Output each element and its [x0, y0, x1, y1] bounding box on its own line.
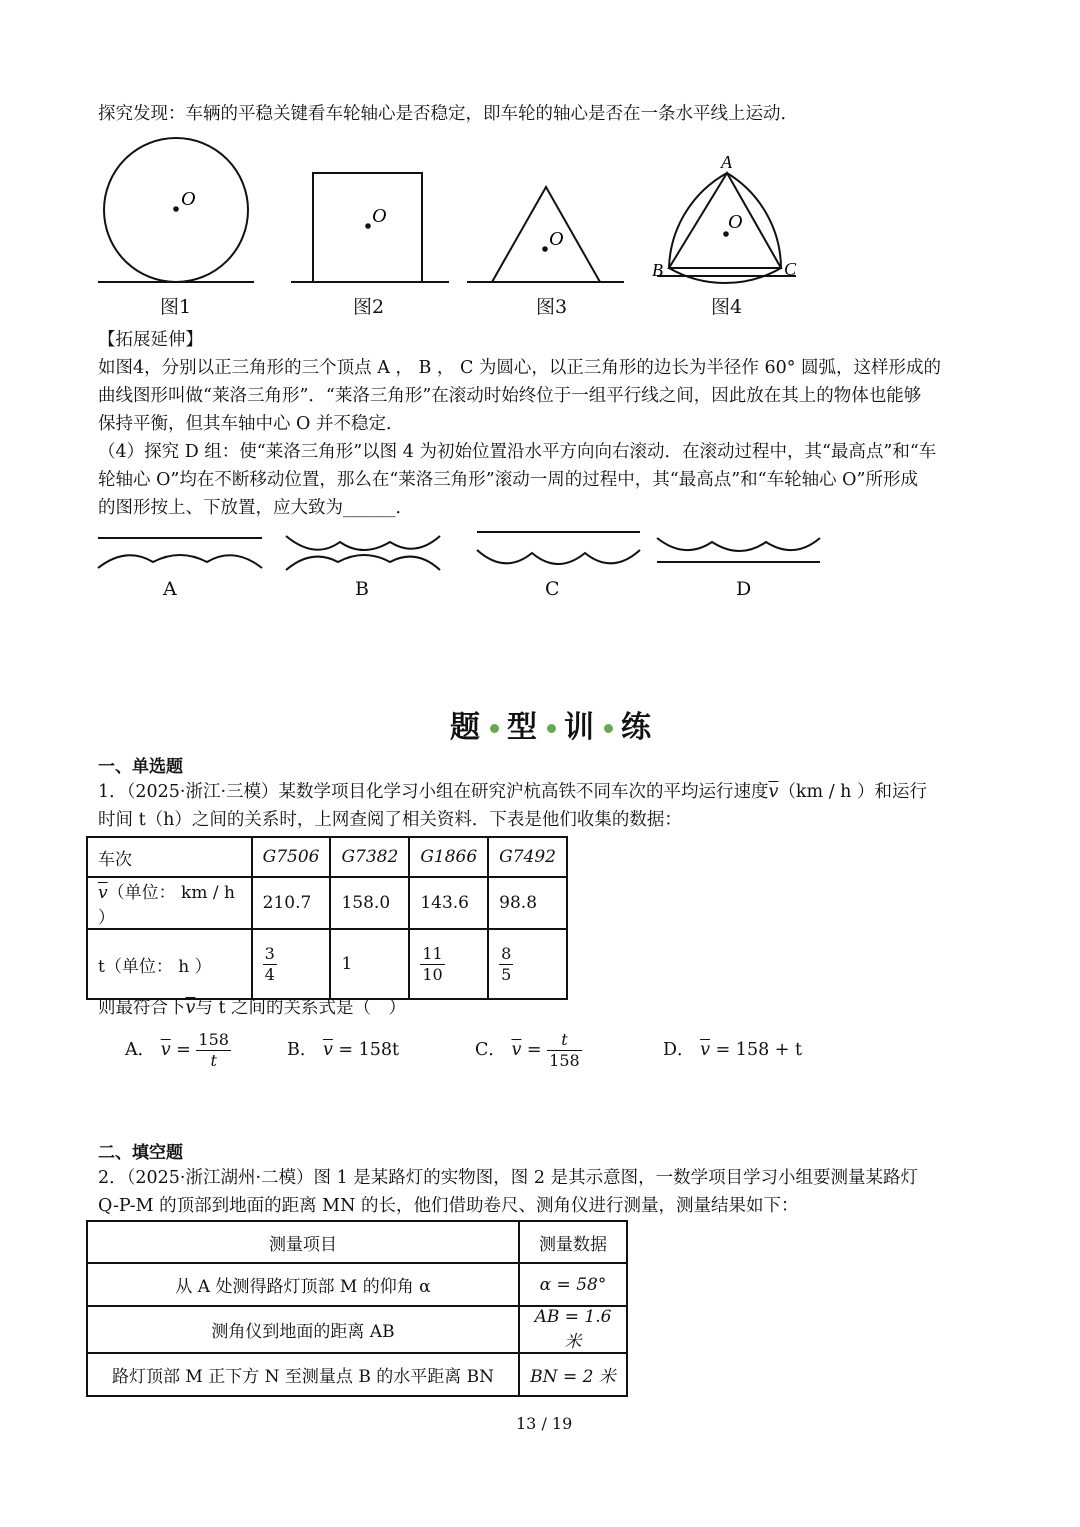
section-title: [450, 702, 653, 746]
table-cell: 从 A 处测得路灯顶部 M 的仰角 α: [87, 1263, 519, 1306]
table-cell-header: 测量项目: [87, 1221, 519, 1263]
part2-heading: 二、填空题: [98, 1143, 183, 1163]
v-symbol: $\overline{v}$: [98, 883, 108, 903]
fig1-center-label: O: [181, 188, 196, 210]
fraction: [263, 944, 277, 985]
table-cell: 路灯顶部 M 正下方 N 至测量点 B 的水平距离 BN: [87, 1353, 519, 1396]
table-cell: 1: [330, 929, 409, 999]
choice-d-lhs: $\overline{v}$: [700, 1040, 710, 1060]
q1-line-1-text: 1．（2025·浙江·三模）某数学项目化学习小组在研究沪杭高铁不同车次的平均运行速度: [98, 782, 769, 802]
table-cell: 测角仪到地面的距离 AB: [87, 1306, 519, 1353]
choice-a-label: A．: [125, 1040, 156, 1060]
fig4-vertex-c: C: [784, 259, 797, 279]
caption-fig3: 图3: [536, 296, 568, 318]
choice-b-lhs: $\overline{v}$: [322, 1040, 333, 1060]
table-cell: [409, 929, 488, 999]
option-a-graphic: [98, 538, 262, 568]
choice-d-expr: = 158 + t: [715, 1040, 803, 1060]
choice-b[interactable]: [287, 1036, 399, 1064]
q1-question-a: 则最符合下: [98, 998, 186, 1018]
extension-line-1: 如图4，分别以正三角形的三个顶点 A ， B ， C 为圆心，以正三角形的边长为半径作 60° 圆弧，这样形成的: [98, 358, 942, 378]
q4-line-2: 轮轴心 O”均在不断移动位置，那么在“莱洛三角形”滚动一周的过程中，其“最高点”和“车轮轴心 O”所形成: [98, 470, 918, 490]
option-b-label: B: [355, 578, 369, 600]
figure-3-triangle: [467, 187, 624, 282]
table-row: [87, 1263, 627, 1306]
option-a-label: A: [163, 578, 177, 600]
table-cell: 158.0: [330, 877, 409, 929]
choice-a-lhs: $\overline{v}$: [160, 1040, 171, 1060]
table-cell: BN = 2 米: [519, 1353, 627, 1396]
title-dot-2: [547, 724, 556, 733]
page-number: 13 / 19: [516, 1414, 573, 1433]
table-row: [87, 1306, 627, 1353]
q2-line-2: Q-P-M 的顶部到地面的距离 MN 的长，他们借助卷尺、测角仪进行测量，测量结果如下：: [98, 1196, 799, 1216]
fig2-center-dot: [365, 223, 371, 229]
q1-question-line: [98, 994, 406, 1022]
q4-line-3: 的图形按上、下放置，应大致为______．: [98, 498, 413, 518]
fraction: [499, 944, 513, 985]
q2-measure-table: [86, 1220, 628, 1397]
option-c-graphic: [477, 532, 640, 564]
choice-c-fraction: [547, 1030, 582, 1071]
q1-line-1: [98, 778, 927, 806]
section-title-word-3: 训: [564, 710, 596, 745]
table-cell-header: G7492: [488, 837, 567, 877]
fraction-numerator: t: [547, 1030, 582, 1051]
q1-question-v: $\overline{v}$: [185, 998, 196, 1018]
figure-4-reuleaux: [652, 152, 797, 283]
table-cell: [252, 929, 331, 999]
fig3-center-dot: [542, 246, 548, 252]
option-b-graphic: [286, 536, 440, 570]
fraction-numerator: 11: [422, 943, 443, 963]
table-row: [87, 1221, 627, 1263]
choice-d-label: D．: [663, 1040, 695, 1060]
q1-unit: （km / h ）和运行: [778, 782, 927, 802]
table-cell-label: t（单位： h ）: [87, 929, 252, 999]
extension-heading: 【拓展延伸】: [98, 330, 203, 350]
v-unit-label: （单位： km / h ）: [98, 883, 235, 928]
q1-data-table: [86, 836, 568, 1000]
caption-fig4: 图4: [711, 296, 743, 318]
table-cell: 143.6: [409, 877, 488, 929]
q4-option-curves: [0, 525, 1080, 595]
table-cell: 98.8: [488, 877, 567, 929]
extension-line-2: 曲线图形叫做“莱洛三角形”．“莱洛三角形”在滚动时始终位于一组平行线之间，因此放在其上的物体也能够: [98, 386, 922, 406]
option-c-label: C: [545, 578, 560, 600]
fig4-triangle: [669, 173, 781, 268]
fraction: [420, 944, 444, 985]
table-cell: AB = 1.6 米: [519, 1306, 627, 1353]
fig4-vertex-a: A: [721, 152, 732, 172]
intro-discovery-text: 探究发现：车辆的平稳关键看车轮轴心是否稳定，即车轮的轴心是否在一条水平线上运动．: [98, 104, 798, 124]
table-row: [87, 1353, 627, 1396]
table-cell-header: G1866: [409, 837, 488, 877]
table-cell: α = 58°: [519, 1263, 627, 1306]
fig3-center-label: O: [549, 228, 564, 250]
fig1-center-dot: [173, 206, 179, 212]
caption-fig1: 图1: [160, 296, 192, 318]
table-cell: 210.7: [252, 877, 331, 929]
choice-d[interactable]: [663, 1036, 802, 1064]
part1-heading: 一、单选题: [98, 757, 183, 777]
title-dot-1: [490, 724, 499, 733]
fraction-numerator: 158: [198, 1030, 229, 1049]
fraction-denominator: 5: [501, 964, 512, 984]
fraction-denominator: 158: [549, 1051, 580, 1070]
fraction-denominator: 4: [264, 964, 275, 984]
choice-a-fraction: [196, 1030, 231, 1071]
fraction-denominator: t: [210, 1051, 217, 1070]
choice-a[interactable]: A． $\overline{v}$ = $\frac{158}{t}$: [125, 1030, 229, 1070]
caption-fig2: 图2: [353, 296, 385, 318]
fig4-reuleaux-arcs: [669, 173, 781, 283]
fig4-center-label: O: [728, 211, 743, 233]
q1-line-2: 时间 t（h）之间的关系时，上网查阅了相关资料．下表是他们收集的数据：: [98, 810, 682, 830]
choice-c-label: C．: [475, 1040, 506, 1060]
fraction-denominator: 10: [422, 964, 443, 984]
fraction-numerator: 8: [501, 943, 512, 963]
table-row: [87, 877, 567, 929]
section-title-word-4: 练: [621, 710, 653, 745]
fig3-triangle: [492, 187, 600, 282]
title-dot-3: [604, 724, 613, 733]
table-row: [87, 929, 567, 999]
table-cell: [488, 929, 567, 999]
q4-line-1: （4）探究 D 组：使“莱洛三角形”以图 4 为初始位置沿水平方向向右滚动．在滚动过程中，其“最高点”和“车: [98, 442, 937, 462]
table-cell-label: [87, 877, 252, 929]
table-cell-header: 车次: [87, 837, 252, 877]
table-cell-header: G7382: [330, 837, 409, 877]
figure-2-square: [291, 173, 449, 282]
table-cell-header: G7506: [252, 837, 331, 877]
option-d-graphic: [657, 538, 820, 562]
choice-c-lhs: $\overline{v}$: [511, 1040, 522, 1060]
option-d-label: D: [736, 578, 752, 600]
q1-question-b: 与 t 之间的关系式是（ ）: [195, 998, 407, 1018]
section-title-word-2: 型: [507, 710, 539, 745]
fraction-numerator: 3: [264, 943, 275, 963]
section-title-word-1: 题: [450, 710, 482, 745]
extension-line-3: 保持平衡，但其车轴中心 O 并不稳定．: [98, 414, 404, 434]
fig2-center-label: O: [372, 205, 387, 227]
q2-line-1: 2．（2025·浙江湖州·二模）图 1 是某路灯的实物图，图 2 是其示意图，一数学项目学习小组要测量某路灯: [98, 1168, 919, 1188]
choice-c[interactable]: C． $\overline{v}$ = $\frac{t}{158}$: [475, 1030, 580, 1070]
figure-1-circle: [98, 138, 254, 282]
q1-v-symbol: $\overline{v}$: [768, 782, 779, 802]
choice-b-label: B．: [287, 1040, 318, 1060]
choice-b-expr: = 158t: [338, 1040, 400, 1060]
fig4-vertex-b: B: [652, 260, 663, 280]
table-row: [87, 837, 567, 877]
table-cell-header: 测量数据: [519, 1221, 627, 1263]
